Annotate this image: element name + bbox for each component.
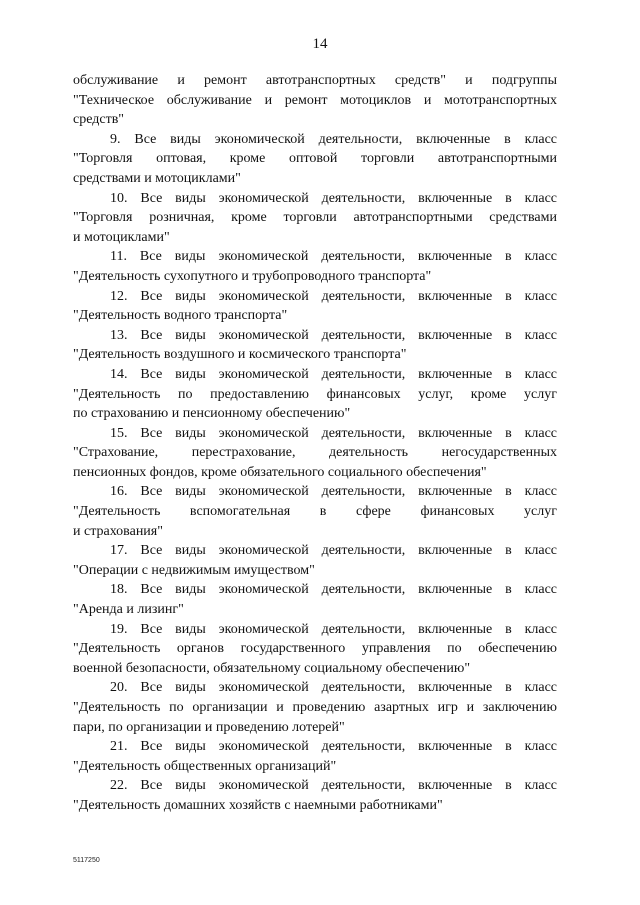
text-line: 10. Все виды экономической деятельности, включенные в класс: [110, 190, 557, 206]
document-code: 5117250: [73, 857, 100, 864]
text-line: "Операции с недвижимым имуществом": [73, 562, 315, 578]
text-line: пенсионных фондов, кроме обязательного социального обеспечения": [73, 464, 487, 480]
text-line: "Техническое обслуживание и ремонт мотоциклов и мототранспортных: [73, 92, 557, 108]
text-line: "Деятельность вспомогательная в сфере финансовых услуг: [73, 504, 557, 520]
text-line: "Страхование, перестрахование, деятельность негосударственных: [73, 445, 557, 461]
text-line: обслуживание и ремонт автотранспортных средств" и подгруппы: [73, 73, 557, 88]
text-line: 22. Все виды экономической деятельности, включенные в класс: [110, 778, 557, 794]
text-line: пари, по организации и проведению лотерей": [73, 719, 345, 735]
text-line: "Деятельность по предоставлению финансовых услуг, кроме услуг: [73, 386, 557, 402]
document-body: [73, 71, 557, 816]
text-line: 16. Все виды экономической деятельности, включенные в класс: [110, 484, 557, 500]
text-line: 15. Все виды экономической деятельности, включенные в класс: [110, 425, 557, 441]
text-line: 21. Все виды экономической деятельности, включенные в класс: [110, 739, 557, 755]
text-line: средствами и мотоциклами": [73, 170, 241, 186]
text-line: 9. Все виды экономической деятельности, включенные в класс: [110, 131, 557, 147]
text-line: "Деятельность органов государственного управления по обеспечению: [73, 641, 557, 657]
page-number: 14: [312, 36, 328, 52]
text-line: "Торговля розничная, кроме торговли автотранспортными средствами: [73, 210, 557, 226]
text-line: 13. Все виды экономической деятельности, включенные в класс: [110, 327, 557, 343]
text-line: "Деятельность сухопутного и трубопроводного транспорта": [73, 268, 432, 284]
text-line: 18. Все виды экономической деятельности, включенные в класс: [110, 582, 557, 598]
text-line: "Деятельность общественных организаций": [73, 758, 337, 774]
text-line: 19. Все виды экономической деятельности, включенные в класс: [110, 621, 557, 637]
text-line: 20. Все виды экономической деятельности, включенные в класс: [110, 680, 557, 696]
text-line: "Деятельность по организации и проведению азартных игр и заключению: [73, 700, 557, 715]
text-line: "Деятельность водного транспорта": [73, 308, 288, 324]
text-line: военной безопасности, обязательному социальному обеспечению": [73, 660, 471, 676]
text-line: "Аренда и лизинг": [73, 602, 184, 618]
text-line: "Деятельность домашних хозяйств с наемными работниками": [73, 797, 443, 813]
text-line: по страхованию и пенсионному обеспечению": [73, 406, 351, 422]
text-line: и страхования": [73, 523, 163, 539]
text-line: "Торговля оптовая, кроме оптовой торговли автотранспортными: [73, 151, 557, 167]
text-line: 14. Все виды экономической деятельности, включенные в класс: [110, 366, 557, 382]
text-line: 11. Все виды экономической деятельности, включенные в класс: [110, 249, 557, 265]
text-line: "Деятельность воздушного и космического транспорта": [73, 347, 407, 363]
text-line: 17. Все виды экономической деятельности, включенные в класс: [110, 543, 557, 559]
text-line: 12. Все виды экономической деятельности, включенные в класс: [110, 288, 557, 304]
text-line: средств": [73, 112, 125, 128]
text-line: и мотоциклами": [73, 229, 170, 245]
